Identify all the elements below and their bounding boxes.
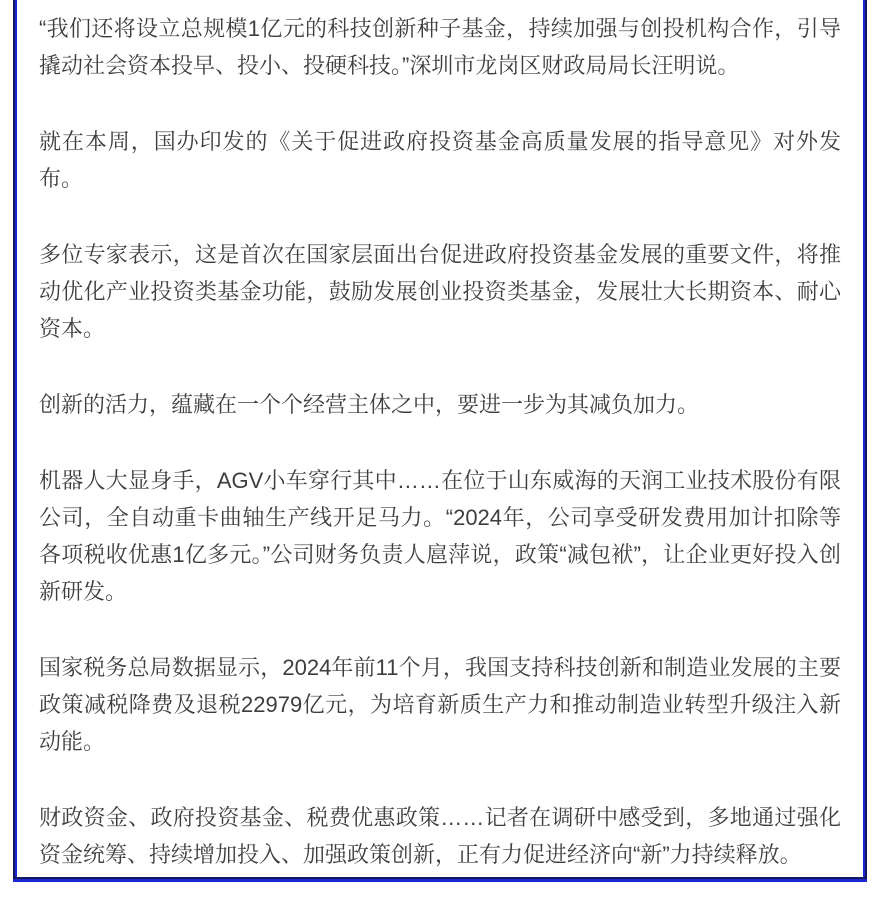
article-paragraph: 多位专家表示，这是首次在国家层面出台促进政府投资基金发展的重要文件，将推动优化产业投资类基金功能，鼓励发展创业投资类基金，发展壮大长期资本、耐心资本。: [39, 242, 841, 341]
article-paragraph: 创新的活力，蕴藏在一个个经营主体之中，要进一步为其减负加力。: [39, 392, 700, 417]
article-paragraph: 就在本周，国办印发的《关于促进政府投资基金高质量发展的指导意见》对外发布。: [39, 129, 841, 191]
article-paragraph: 财政资金、政府投资基金、税费优惠政策……记者在调研中感受到，多地通过强化资金统筹、持续增加投入、加强政策创新，正有力促进经济向“新”力持续释放。: [39, 805, 841, 867]
right-border-line: [863, 0, 867, 882]
article-frame: [13, 0, 867, 882]
article-paragraph: 国家税务总局数据显示，2024年前11个月，我国支持科技创新和制造业发展的主要政策减税降费及退税22979亿元，为培育新质生产力和推动制造业转型升级注入新动能。: [39, 655, 841, 754]
article-body: [17, 0, 863, 877]
bottom-border-line: [13, 877, 867, 882]
article-paragraph: “我们还将设立总规模1亿元的科技创新种子基金，持续加强与创投机构合作，引导撬动社会资本投早、投小、投硬科技。”深圳市龙岗区财政局局长汪明说。: [39, 16, 841, 78]
article-paragraph: 机器人大显身手，AGV小车穿行其中……在位于山东威海的天润工业技术股份有限公司，全自动重卡曲轴生产线开足马力。“2024年，公司享受研发费用加计扣除等各项税收优惠1亿多元。”公司财务负责人扈萍说，政策“减包袱”，让企业更好投入创新研发。: [39, 468, 841, 604]
